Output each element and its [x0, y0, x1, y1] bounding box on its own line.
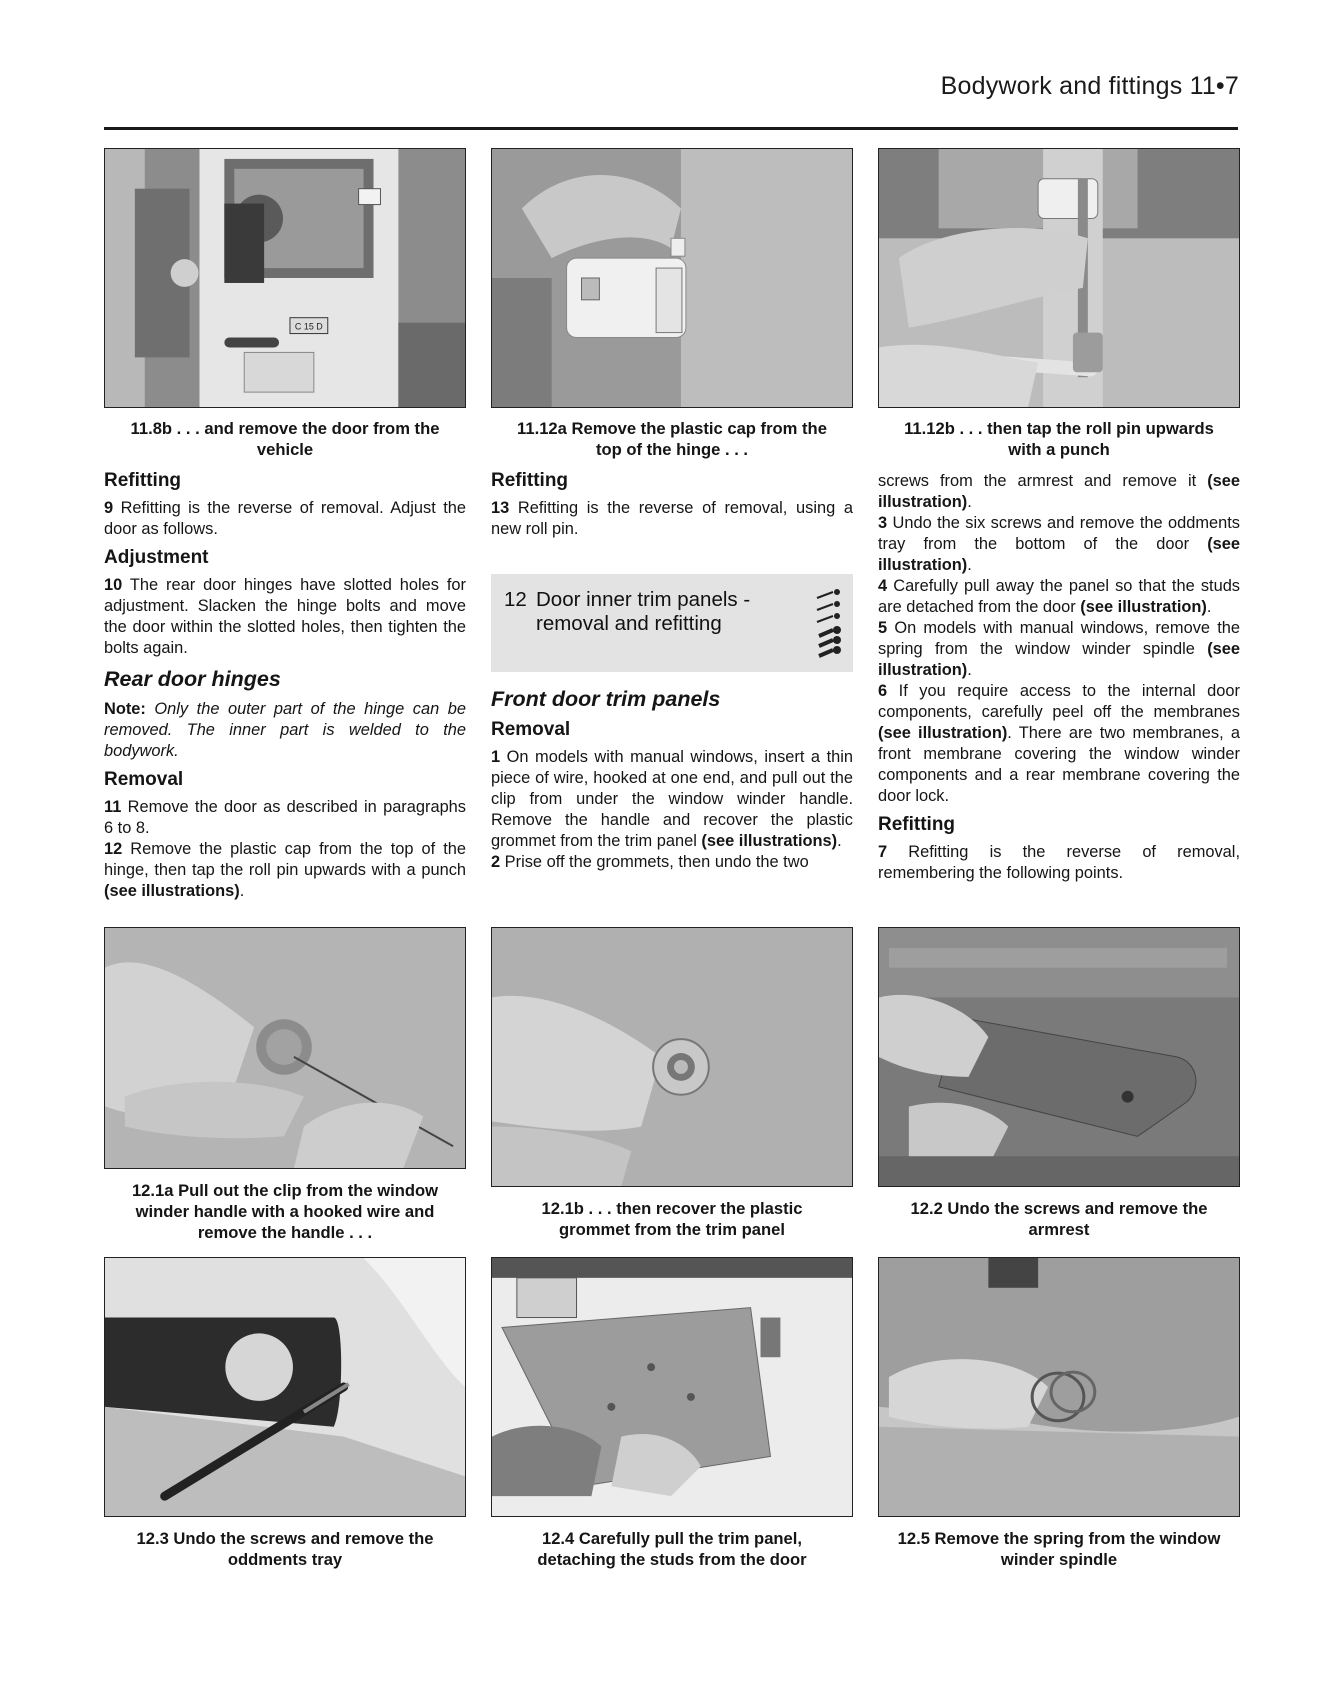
heading-front-door-trim: Front door trim panels — [491, 687, 721, 711]
text-column-2 — [491, 470, 853, 540]
caption-11-12a: 11.12a Remove the plastic cap from the top of the hinge . . . — [517, 419, 827, 459]
difficulty-spanner-icon — [811, 584, 845, 664]
photo-12-4 — [491, 1257, 853, 1517]
caption-12-1a: 12.1a Pull out the clip from the window winder handle with a hooked wire and remove the handle . . . — [131, 1181, 439, 1242]
section-title-line1: Door inner trim panels - — [536, 588, 751, 611]
header-rule — [104, 127, 1238, 130]
photo-12-2 — [878, 927, 1240, 1187]
para-11: 11 Remove the door as described in paragraphs 6 to 8. — [104, 798, 466, 837]
caption-11-12b: 11.12b . . . then tap the roll pin upwards with a punch — [904, 419, 1214, 459]
para-10: 10 The rear door hinges have slotted holes for adjustment. Slacken the hinge bolts and move the door within the slotted holes, then tighten the bolts again. — [104, 576, 466, 657]
photo-12-3 — [104, 1257, 466, 1517]
heading-refitting-2: Refitting — [491, 470, 569, 491]
section-banner — [491, 574, 853, 672]
photo-12-5 — [878, 1257, 1240, 1517]
section-title-line2: removal and refitting — [536, 612, 722, 635]
para-9: 9 Refitting is the reverse of removal. Adjust the door as follows. — [104, 499, 466, 538]
section-number: 12 — [504, 588, 527, 611]
text-column-3 — [878, 471, 1240, 884]
text-column-2b — [491, 686, 853, 873]
caption-12-2: 12.2 Undo the screws and remove the armrest — [910, 1199, 1208, 1239]
caption-12-1b: 12.1b . . . then recover the plastic grommet from the trim panel — [541, 1199, 803, 1239]
heading-removal: Removal — [104, 769, 184, 790]
photo-11-12b — [878, 148, 1240, 408]
caption-12-5: 12.5 Remove the spring from the window winder spindle — [897, 1529, 1221, 1569]
caption-11-8b: 11.8b . . . and remove the door from the vehicle — [130, 419, 440, 459]
running-header: Bodywork and fittings 11•7 — [940, 72, 1239, 100]
para-12: 12 Remove the plastic cap from the top of the hinge, then tap the roll pin upwards with a punch (see illustrations). — [104, 840, 466, 900]
note: Note: Only the outer part of the hinge can be removed. The inner part is welded to the bodywork. — [104, 700, 466, 760]
para-2-cont: screws from the armrest and remove it (see illustration). — [878, 472, 1240, 511]
para-4: 4 Carefully pull away the panel so that the studs are detached from the door (see illustration). — [878, 577, 1240, 616]
heading-removal-2: Removal — [491, 719, 571, 740]
heading-adjustment: Adjustment — [104, 547, 209, 568]
para-2: 2 Prise off the grommets, then undo the two — [491, 853, 809, 871]
text-column-1 — [104, 470, 466, 902]
para-13: 13 Refitting is the reverse of removal, using a new roll pin. — [491, 499, 853, 538]
heading-refitting: Refitting — [104, 470, 182, 491]
photo-12-1a — [104, 927, 466, 1169]
caption-12-3: 12.3 Undo the screws and remove the oddments tray — [136, 1529, 434, 1569]
photo-12-1b — [491, 927, 853, 1187]
photo-11-8b — [104, 148, 466, 408]
para-3: 3 Undo the six screws and remove the oddments tray from the bottom of the door (see illustration). — [878, 514, 1240, 574]
heading-rear-door-hinges: Rear door hinges — [104, 667, 281, 691]
para-7: 7 Refitting is the reverse of removal, remembering the following points. — [878, 843, 1240, 882]
para-1: 1 On models with manual windows, insert a thin piece of wire, hooked at one end, and pull out the clip from under the window winder handle. Remove the handle and recover the plastic grommet from the trim panel (see illustrations). — [491, 748, 853, 850]
caption-12-4: 12.4 Carefully pull the trim panel, detaching the studs from the door — [537, 1529, 807, 1569]
photo-11-12a — [491, 148, 853, 408]
plate-label: C 15 D — [294, 321, 323, 332]
heading-refitting-3: Refitting — [878, 814, 956, 835]
para-5: 5 On models with manual windows, remove the spring from the window winder spindle (see illustration). — [878, 619, 1240, 679]
para-6: 6 If you require access to the internal door components, carefully peel off the membranes (see illustration). There are two membranes, a front membrane covering the window winder components and a rear membrane covering the door lock. — [878, 682, 1240, 805]
